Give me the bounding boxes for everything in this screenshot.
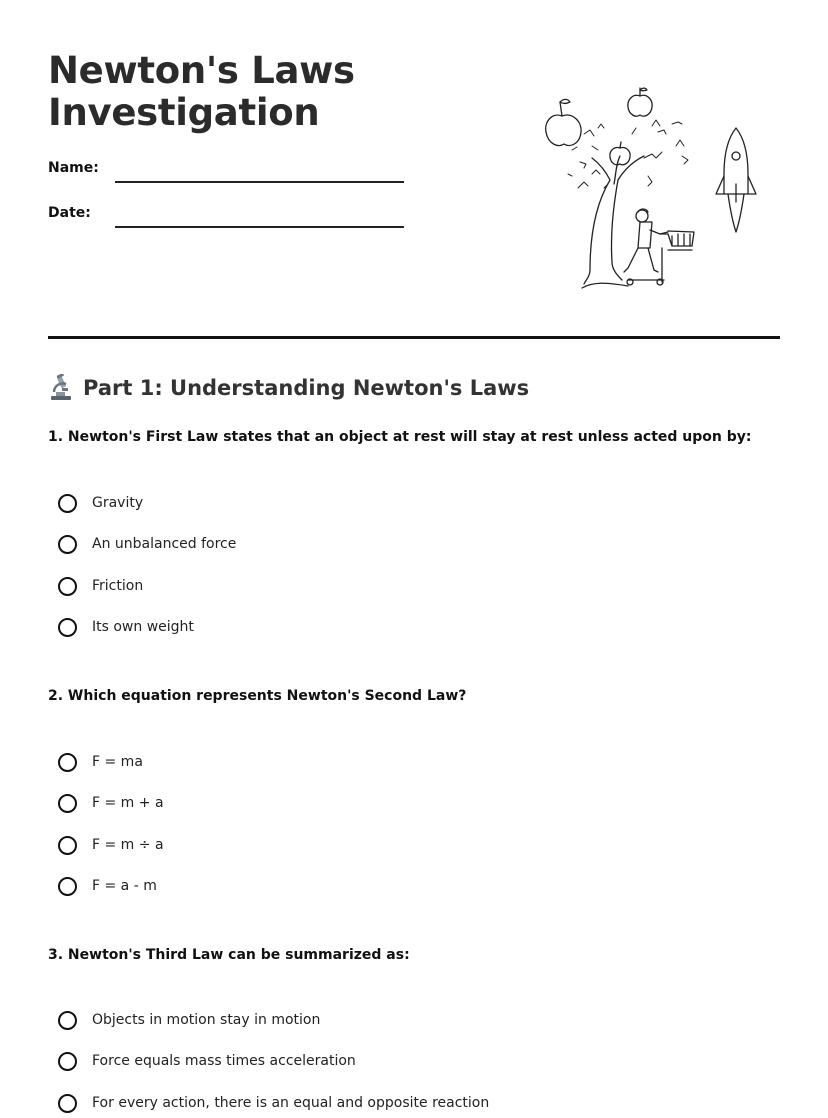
q3-option-3[interactable] xyxy=(58,1091,489,1115)
radio-button[interactable] xyxy=(58,577,77,596)
shopping-cart-icon xyxy=(627,231,694,285)
title-line-1: Newton's Laws xyxy=(48,49,355,92)
option-label: Friction xyxy=(92,578,144,594)
apple-icon xyxy=(546,99,581,145)
option-label: Objects in motion stay in motion xyxy=(92,1012,321,1028)
newton-illustration xyxy=(532,84,762,294)
option-label: Force equals mass times acceleration xyxy=(92,1053,356,1069)
section-heading xyxy=(48,374,529,402)
title-line-2: Investigation xyxy=(48,91,320,134)
radio-button[interactable] xyxy=(58,618,77,637)
radio-button[interactable] xyxy=(58,494,77,513)
name-label: Name: xyxy=(48,160,99,176)
option-label: F = m + a xyxy=(92,795,164,811)
apple-icon xyxy=(610,142,630,165)
question-2-text: 2. Which equation represents Newton's Second Law? xyxy=(48,688,467,704)
option-label: For every action, there is an equal and opposite reaction xyxy=(92,1095,490,1111)
q2-option-1[interactable] xyxy=(58,750,143,774)
q1-option-3[interactable] xyxy=(58,574,143,598)
option-label: Its own weight xyxy=(92,619,194,635)
leaves-icon xyxy=(568,120,688,188)
radio-button[interactable] xyxy=(58,1052,77,1071)
radio-button[interactable] xyxy=(58,836,77,855)
option-label: F = ma xyxy=(92,754,143,770)
tree-icon xyxy=(582,156,644,288)
radio-button[interactable] xyxy=(58,1011,77,1030)
question-3-text: 3. Newton's Third Law can be summarized as: xyxy=(48,947,410,963)
q1-option-4[interactable] xyxy=(58,615,194,639)
name-blank-line[interactable] xyxy=(115,181,404,183)
worksheet-title xyxy=(48,50,355,134)
apple-icon xyxy=(628,88,652,116)
q3-option-2[interactable] xyxy=(58,1049,356,1073)
name-field[interactable] xyxy=(48,160,408,184)
radio-button[interactable] xyxy=(58,535,77,554)
option-label: F = a - m xyxy=(92,878,157,894)
q2-option-2[interactable] xyxy=(58,791,164,815)
question-1-text: 1. Newton's First Law states that an object at rest will stay at rest unless acted upon by: xyxy=(48,429,752,445)
radio-button[interactable] xyxy=(58,794,77,813)
date-field[interactable] xyxy=(48,205,408,229)
option-label: An unbalanced force xyxy=(92,536,237,552)
date-blank-line[interactable] xyxy=(115,226,404,228)
q3-option-1[interactable] xyxy=(58,1008,320,1032)
option-label: F = m ÷ a xyxy=(92,837,164,853)
rocket-icon xyxy=(716,128,756,232)
section-divider xyxy=(48,336,780,339)
option-label: Gravity xyxy=(92,495,144,511)
q1-option-2[interactable] xyxy=(58,532,236,556)
radio-button[interactable] xyxy=(58,753,77,772)
radio-button[interactable] xyxy=(58,877,77,896)
q2-option-3[interactable] xyxy=(58,833,164,857)
section-title-text: Part 1: Understanding Newton's Laws xyxy=(83,376,530,400)
q2-option-4[interactable] xyxy=(58,874,157,898)
date-label: Date: xyxy=(48,205,91,221)
microscope-icon xyxy=(48,374,74,402)
q1-option-1[interactable] xyxy=(58,491,143,515)
radio-button[interactable] xyxy=(58,1094,77,1113)
